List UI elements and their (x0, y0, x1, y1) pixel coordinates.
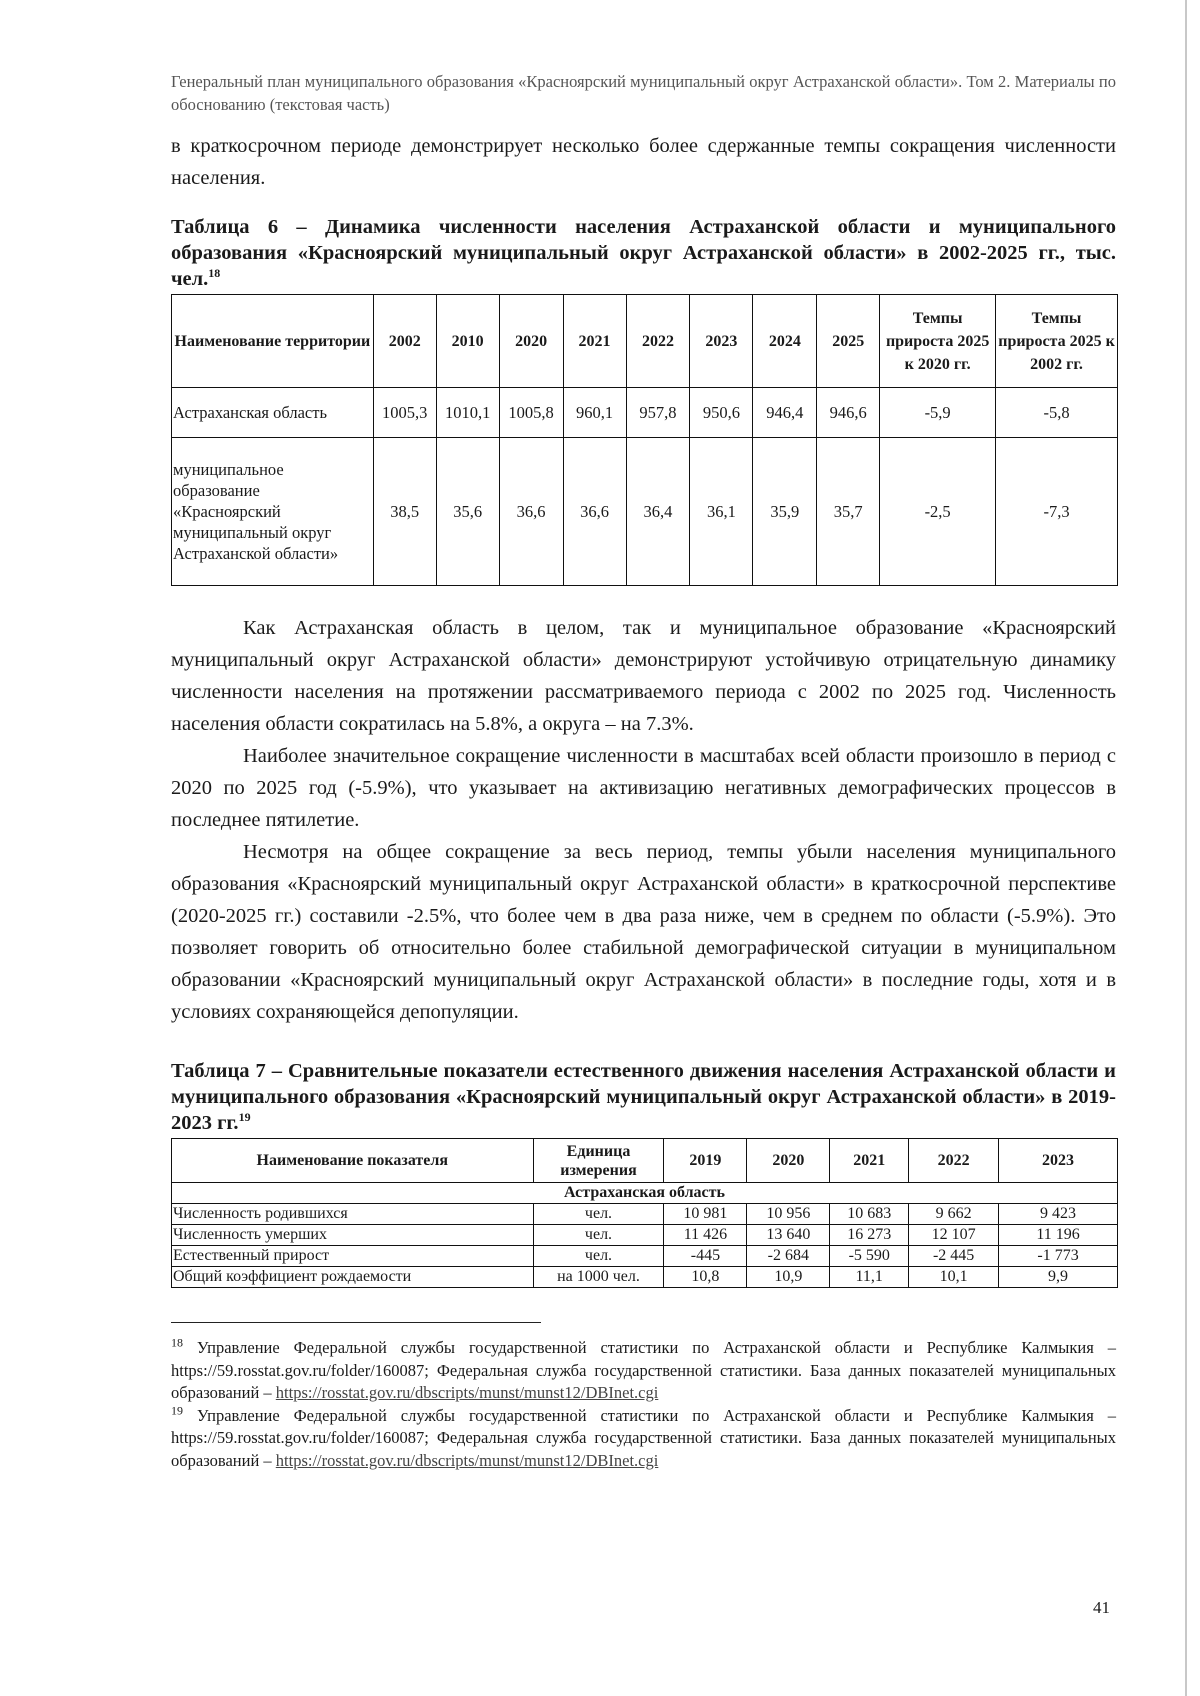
table7-header-year: 2023 (999, 1139, 1118, 1183)
table6-footnote-ref: 18 (208, 266, 221, 281)
table7-cell: 10 981 (664, 1204, 747, 1225)
table6-cell: 950,6 (690, 388, 753, 438)
paragraph: Наиболее значительное сокращение численности в масштабах всей области произошло в период с 2020 по 2025 год (-5.9%), что указывает на активизацию негативных демографических процессов в последнее пятилетие. (171, 745, 1116, 831)
table6-cell: 36,6 (563, 438, 626, 586)
footnote-text: Управление Федеральной службы государственной статистики по Астраханской области и Республике Калмыкия – https://59.rosstat.gov.ru/folder/160087; Федеральная служба государственной статистики. База данных показателей муниципальных образований – (171, 1338, 1116, 1402)
table-row (172, 388, 1118, 438)
table7-cell: 13 640 (747, 1225, 830, 1246)
table-row (172, 1267, 1118, 1288)
table6-cell: 1010,1 (436, 388, 499, 438)
table7-cell: 16 273 (830, 1225, 909, 1246)
table6-cell: 957,8 (626, 388, 690, 438)
table7-cell: -5 590 (830, 1246, 909, 1267)
table6-header-year: 2010 (436, 295, 499, 388)
table6-cell: 36,6 (499, 438, 563, 586)
table-row (172, 1225, 1118, 1246)
table7-section-label: Астраханская область (172, 1183, 1118, 1204)
footnotes (171, 1337, 1116, 1472)
table6-header-year: 2002 (373, 295, 436, 388)
intro-paragraph: в краткосрочном периоде демонстрирует несколько более сдержанные темпы сокращения численности населения. (171, 135, 1116, 189)
table-row (172, 1246, 1118, 1267)
table6-header-year: 2025 (817, 295, 880, 388)
table6-header-growth-2002: Темпы прироста 2025 к 2002 гг. (996, 295, 1118, 388)
table7-footnote-ref: 19 (238, 1110, 251, 1125)
table7-cell: 10,8 (664, 1267, 747, 1288)
table7-header-year: 2021 (830, 1139, 909, 1183)
table6-cell: -5,9 (880, 388, 996, 438)
table6-cell: 1005,8 (499, 388, 563, 438)
page-edge (1185, 0, 1187, 1696)
footnote (171, 1405, 1116, 1473)
table6-cell: -2,5 (880, 438, 996, 586)
table6-cell: 36,4 (626, 438, 690, 586)
table7-cell: 12 107 (909, 1225, 999, 1246)
table6-header-year: 2021 (563, 295, 626, 388)
table7-header-name: Наименование показателя (172, 1139, 534, 1183)
footnote-text: Управление Федеральной службы государственной статистики по Астраханской области и Республике Калмыкия – https://59.rosstat.gov.ru/folder/160087; Федеральная служба государственной статистики. База данных показателей муниципальных образований – (171, 1405, 1116, 1470)
table7-cell: -1 773 (999, 1246, 1118, 1267)
table-row (172, 1204, 1118, 1225)
table7-header-year: 2020 (747, 1139, 830, 1183)
table6-cell: 960,1 (563, 388, 626, 438)
table7-header-year: 2019 (664, 1139, 747, 1183)
footnote-number: 18 (171, 1335, 183, 1350)
running-head: Генеральный план муниципального образования «Красноярский муниципальный округ Астраханской области». Том 2. Материалы по обоснованию (текстовая часть) (171, 72, 1116, 114)
body-text (171, 612, 1116, 1028)
document-page (171, 70, 1116, 1472)
table6-cell: 36,1 (690, 438, 753, 586)
table-row (172, 438, 1118, 586)
table7-cell: 10,9 (747, 1267, 830, 1288)
table7-cell-unit: чел. (533, 1204, 664, 1225)
table6-cell: 946,6 (817, 388, 880, 438)
table7-cell-unit: на 1000 чел. (533, 1267, 664, 1288)
table7-caption (171, 1058, 1116, 1136)
footnote-separator (171, 1322, 541, 1323)
page-number: 41 (1093, 1598, 1110, 1617)
table7-cell: -2 445 (909, 1246, 999, 1267)
table6-header-year: 2023 (690, 295, 753, 388)
paragraph: Как Астраханская область в целом, так и муниципальное образование «Красноярский муниципальный округ Астраханской области» демонстрируют устойчивую отрицательную динамику численности населения на протяжении рассматриваемого периода с 2002 по 2025 год. Численность населения области сократилась на 5.8%, а округа – на 7.3%. (171, 617, 1116, 735)
table7-cell: 9,9 (999, 1267, 1118, 1288)
footnote-link[interactable]: https://rosstat.gov.ru/dbscripts/munst/munst12/DBInet.cgi (275, 1450, 659, 1470)
table7-cell: 10 956 (747, 1204, 830, 1225)
paragraph: Несмотря на общее сокращение за весь период, темпы убыли населения муниципального образования «Красноярский муниципальный округ Астраханской области» в краткосрочной перспективе (2020-2025 гг.) составили -2.5%, что более чем в два раза ниже, чем в среднем по области (-5.9%). Это позволяет говорить об относительно более стабильной демографической ситуации в муниципальном образовании «Красноярский муниципальный округ Астраханской области» в последние годы, хотя и в условиях сохраняющейся депопуляции. (171, 841, 1116, 1023)
table6-header-row (172, 295, 1118, 388)
table7-header-year: 2022 (909, 1139, 999, 1183)
table6-cell: 1005,3 (373, 388, 436, 438)
table7-cell: 11,1 (830, 1267, 909, 1288)
table7-cell: -445 (664, 1246, 747, 1267)
table6-header-year: 2022 (626, 295, 690, 388)
table7 (171, 1138, 1118, 1288)
table7-cell: 11 426 (664, 1225, 747, 1246)
table6-cell-name: муниципальное образование «Красноярский муниципальный округ Астраханской области» (172, 438, 374, 586)
table7-cell-name: Численность умерших (172, 1225, 534, 1246)
table7-cell-name: Численность родившихся (172, 1204, 534, 1225)
table7-cell: 9 662 (909, 1204, 999, 1225)
table6-cell: 35,9 (753, 438, 817, 586)
table7-cell: 10,1 (909, 1267, 999, 1288)
table7-cell: 10 683 (830, 1204, 909, 1225)
table6-header-name: Наименование территории (172, 295, 374, 388)
table6-header-year: 2024 (753, 295, 817, 388)
table6-cell-name: Астраханская область (172, 388, 374, 438)
table7-caption-text: Таблица 7 – Сравнительные показатели естественного движения населения Астраханской области и муниципального образования «Красноярский муниципальный округ Астраханской области» в 2019-2023 гг. (171, 1060, 1116, 1134)
table7-cell: 9 423 (999, 1204, 1118, 1225)
table6-cell: 35,6 (436, 438, 499, 586)
table6-cell: 35,7 (817, 438, 880, 586)
table7-section-row (172, 1183, 1118, 1204)
table7-cell-unit: чел. (533, 1225, 664, 1246)
table6-cell: -7,3 (996, 438, 1118, 586)
table7-header-row (172, 1139, 1118, 1183)
table6-caption (171, 214, 1116, 292)
table6-cell: 38,5 (373, 438, 436, 586)
footnote-link[interactable]: https://rosstat.gov.ru/dbscripts/munst/munst12/DBInet.cgi (275, 1383, 659, 1402)
footnote (171, 1337, 1116, 1405)
table7-cell-name: Общий коэффициент рождаемости (172, 1267, 534, 1288)
table6-cell: -5,8 (996, 388, 1118, 438)
table7-cell: -2 684 (747, 1246, 830, 1267)
table6-header-year: 2020 (499, 295, 563, 388)
table7-cell-name: Естественный прирост (172, 1246, 534, 1267)
table6-caption-text: Таблица 6 – Динамика численности населения Астраханской области и муниципального образования «Красноярский муниципальный округ Астраханской области» в 2002-2025 гг., тыс. чел. (171, 216, 1116, 290)
table7-cell-unit: чел. (533, 1246, 664, 1267)
table6-header-growth-2020: Темпы прироста 2025 к 2020 гг. (880, 295, 996, 388)
table7-cell: 11 196 (999, 1225, 1118, 1246)
footnote-number: 19 (171, 1403, 183, 1417)
table6-cell: 946,4 (753, 388, 817, 438)
table7-header-unit: Единица измерения (533, 1139, 664, 1183)
table6 (171, 294, 1118, 586)
